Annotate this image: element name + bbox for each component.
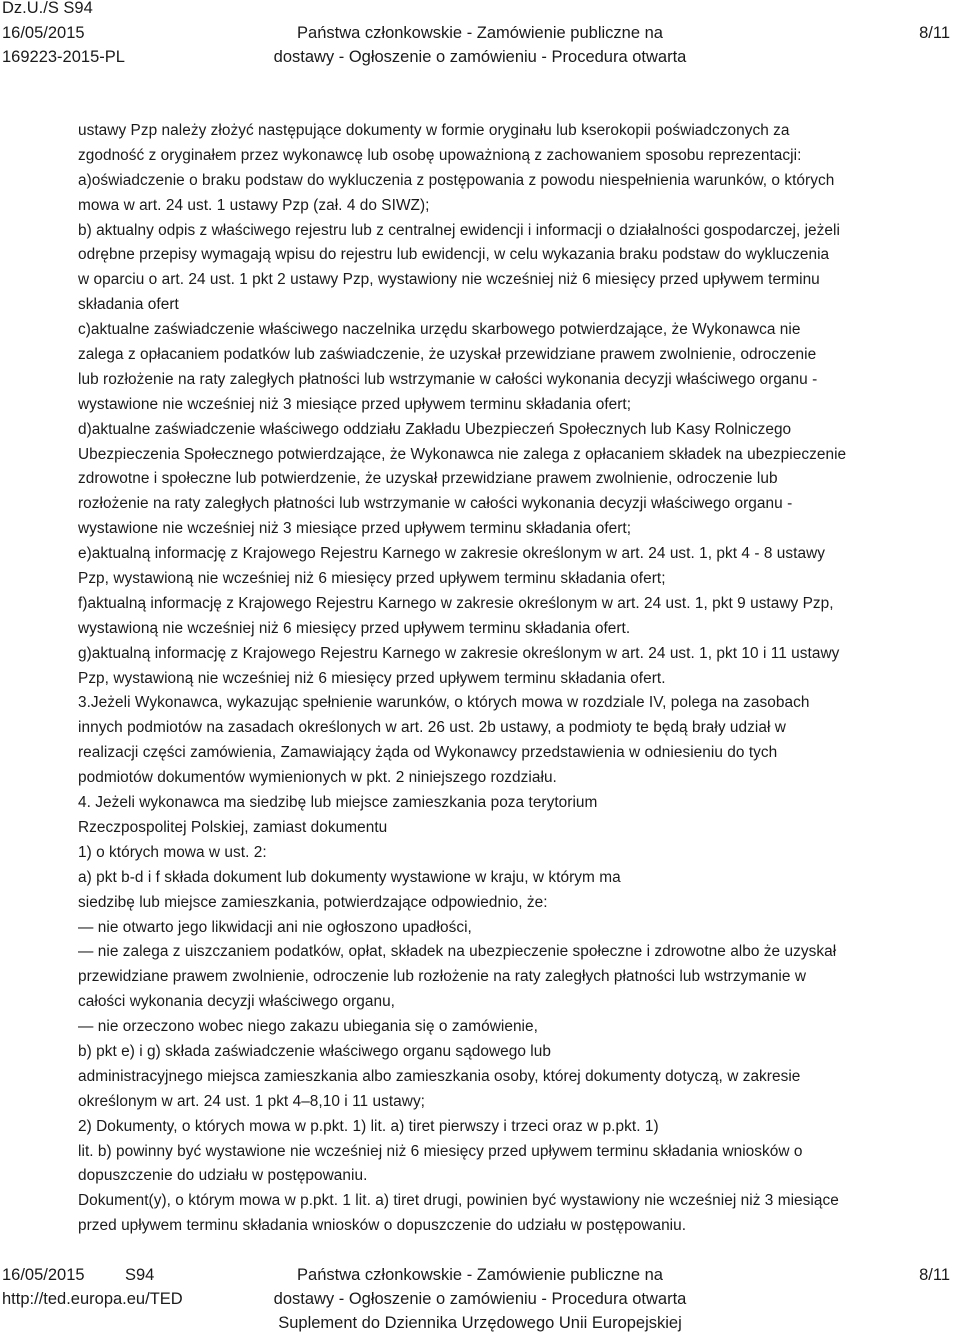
text-line: wystawione nie wcześniej niż 3 miesiące przed upływem terminu składania ofert; bbox=[78, 520, 632, 538]
text-line: Dokument(y), o którym mowa w p.pkt. 1 lit. a) tiret drugi, powinien być wystawiony nie wcześniej niż 3 miesiące bbox=[78, 1192, 839, 1210]
notice-number: 169223-2015-PL bbox=[2, 48, 125, 66]
text-line: przed upływem terminu składania wniosków o dopuszczenie do udziału w postępowaniu. bbox=[78, 1217, 687, 1235]
text-line: zgodność z oryginałem przez wykonawcę lub osobę upoważnioną z zachowaniem sposobu reprezentacji: bbox=[78, 146, 802, 164]
header-page-number: 8/11 bbox=[919, 24, 950, 42]
text-line: określonym w art. 24 ust. 1 pkt 4–8,10 i 11 ustawy; bbox=[78, 1092, 426, 1110]
footer-supplement-title: Suplement do Dziennika Urzędowego Unii Europejskiej bbox=[278, 1314, 682, 1332]
text-line: realizacji części zamówienia, Zamawiający żąda od Wykonawcy przedstawienia w odniesieniu do tych bbox=[78, 744, 778, 762]
text-line: c)aktualne zaświadczenie właściwego naczelnika urzędu skarbowego potwierdzające, że Wykonawca nie bbox=[78, 321, 801, 339]
text-line: b) aktualny odpis z właściwego rejestru lub z centralnej ewidencji i informacji o działalności gospodarczej, jeżeli bbox=[78, 221, 840, 239]
header-date: 16/05/2015 bbox=[2, 24, 85, 42]
footer-date: 16/05/2015 bbox=[2, 1266, 85, 1284]
text-line: Pzp, wystawioną nie wcześniej niż 6 miesięcy przed upływem terminu składania ofert; bbox=[78, 570, 666, 588]
text-line: Ubezpieczenia Społecznego potwierdzające, że Wykonawca nie zalega z opłacaniem składek na ubezpieczenie bbox=[78, 445, 847, 463]
text-line: lub rozłożenie na raty zaległych płatności lub wstrzymanie w całości wykonania decyzji właściwego organu - bbox=[78, 370, 818, 388]
footer-series: S94 bbox=[125, 1266, 155, 1284]
text-line: wystawioną nie wcześniej niż 6 miesięcy przed upływem terminu składania ofert. bbox=[78, 619, 631, 637]
text-line: składania ofert bbox=[78, 296, 179, 314]
text-line: lit. b) powinny być wystawione nie wcześniej niż 6 miesięcy przed upływem terminu składania wniosków o bbox=[78, 1142, 803, 1160]
text-line: — nie otwarto jego likwidacji ani nie ogłoszono upadłości, bbox=[78, 918, 472, 936]
text-line: Rzeczpospolitej Polskiej, zamiast dokumentu bbox=[78, 818, 388, 836]
header-title-line-2: dostawy - Ogłoszenie o zamówieniu - Procedura otwarta bbox=[273, 48, 687, 66]
text-line: b) pkt e) i g) składa zaświadczenie właściwego organu sądowego lub bbox=[78, 1042, 551, 1060]
text-line: a) pkt b-d i f składa dokument lub dokumenty wystawione w kraju, w którym ma bbox=[78, 868, 621, 886]
footer-title-line-2: dostawy - Ogłoszenie o zamówieniu - Procedura otwarta bbox=[273, 1290, 687, 1308]
text-line: 2) Dokumenty, o których mowa w p.pkt. 1) lit. a) tiret pierwszy i trzeci oraz w p.pkt. 1) bbox=[78, 1117, 659, 1135]
page-footer bbox=[0, 1264, 960, 1334]
text-line: przewidziane prawem zwolnienie, odroczenie lub rozłożenie na raty zaległych płatności lub wstrzymanie w bbox=[78, 968, 807, 986]
text-line: innych podmiotów na zasadach określonych w art. 26 ust. 2b ustawy, a podmioty te będą brały udział w bbox=[78, 719, 786, 737]
text-line: dopuszczenie do udziału w postępowaniu. bbox=[78, 1167, 368, 1185]
text-line: 3.Jeżeli Wykonawca, wykazując spełnienie warunków, o których mowa w rozdziale IV, polega na zasobach bbox=[78, 694, 810, 712]
text-line: e)aktualną informację z Krajowego Rejestru Karnego w zakresie określonym w art. 24 ust. 1, pkt 4 - 8 ustawy bbox=[78, 545, 826, 563]
header-title-line-1: Państwa członkowskie - Zamówienie publiczne na bbox=[297, 24, 663, 42]
document-body bbox=[78, 119, 958, 1239]
text-line: mowa w art. 24 ust. 1 ustawy Pzp (zał. 4 do SIWZ); bbox=[78, 196, 430, 214]
text-line: wystawione nie wcześniej niż 3 miesiące przed upływem terminu składania ofert; bbox=[78, 395, 632, 413]
footer-page-number: 8/11 bbox=[919, 1266, 950, 1284]
text-line: — nie zalega z uiszczaniem podatków, opłat, składek na ubezpieczenie społeczne i zdrowotne albo że uzyskał bbox=[78, 943, 837, 961]
journal-reference: Dz.U./S S94 bbox=[2, 0, 93, 17]
text-line: w oparciu o art. 24 ust. 1 pkt 2 ustawy Pzp, wystawiony nie wcześniej niż 6 miesięcy przed upływem terminu bbox=[78, 271, 820, 289]
text-line: podmiotów dokumentów wymienionych w pkt. 2 niniejszego rozdziału. bbox=[78, 769, 557, 787]
text-line: a)oświadczenie o braku podstaw do wykluczenia z postępowania z powodu niespełnienia warunków, o których bbox=[78, 171, 835, 189]
text-line: d)aktualne zaświadczenie właściwego oddziału Zakładu Ubezpieczeń Społecznych lub Kasy Rolniczego bbox=[78, 420, 792, 438]
text-line: g)aktualną informację z Krajowego Rejestru Karnego w zakresie określonym w art. 24 ust. 1, pkt 10 i 11 ustawy bbox=[78, 644, 840, 662]
text-line: ustawy Pzp należy złożyć następujące dokumenty w formie oryginału lub kserokopii poświadczonych za bbox=[78, 122, 790, 139]
text-line: siedzibę lub miejsce zamieszkania, potwierdzające odpowiednio, że: bbox=[78, 893, 548, 911]
footer-title-line-1: Państwa członkowskie - Zamówienie publiczne na bbox=[297, 1266, 663, 1284]
page-header bbox=[0, 0, 960, 70]
text-line: zalega z opłacaniem podatków lub zaświadczenie, że uzyskał przewidziane prawem zwolnienie, odroczenie bbox=[78, 346, 817, 364]
text-line: odrębne przepisy wymagają wpisu do rejestru lub ewidencji, w celu wykazania braku podstaw do wykluczenia bbox=[78, 246, 830, 264]
footer-url-link[interactable]: http://ted.europa.eu/TED bbox=[2, 1290, 183, 1308]
text-line: — nie orzeczono wobec niego zakazu ubiegania się o zamówienie, bbox=[78, 1018, 538, 1036]
text-line: rozłożenie na raty zaległych płatności lub wstrzymanie w całości wykonania decyzji właściwego organu - bbox=[78, 495, 793, 513]
text-line: zdrowotne i społeczne lub potwierdzenie, że uzyskał przewidziane prawem zwolnienie, odroczenie lub bbox=[78, 470, 778, 488]
text-line: administracyjnego miejsca zamieszkania albo zamieszkania osoby, której dokumenty dotyczą, w zakresie bbox=[78, 1067, 801, 1085]
text-line: f)aktualną informację z Krajowego Rejestru Karnego w zakresie określonym w art. 24 ust. 1, pkt 9 ustawy Pzp, bbox=[78, 594, 834, 612]
text-line: 1) o których mowa w ust. 2: bbox=[78, 843, 267, 861]
text-line: Pzp, wystawioną nie wcześniej niż 6 miesięcy przed upływem terminu składania ofert. bbox=[78, 669, 666, 687]
text-line: całości wykonania decyzji właściwego organu, bbox=[78, 993, 396, 1011]
text-line: 4. Jeżeli wykonawca ma siedzibę lub miejsce zamieszkania poza terytorium bbox=[78, 794, 598, 812]
